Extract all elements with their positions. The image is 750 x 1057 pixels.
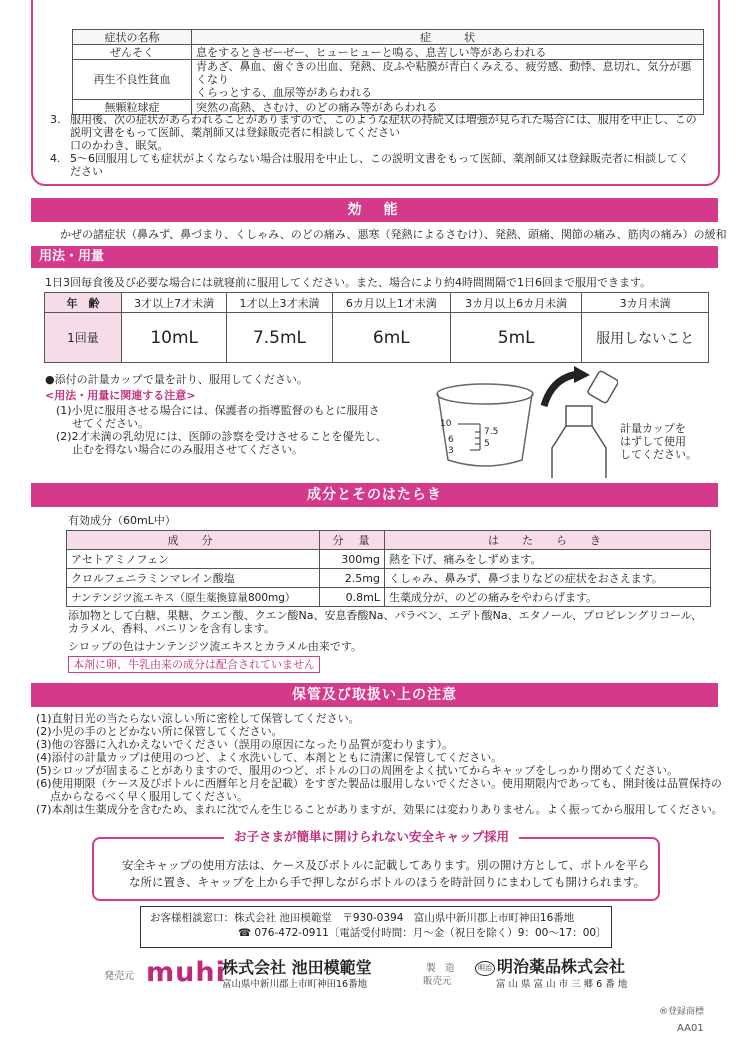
document-code: AA01	[677, 1023, 704, 1034]
note-3-line: 服用後、次の症状があらわれることがありますので、このような症状の持続又は増強が見られた場合には、服用を中止し、この	[70, 113, 697, 126]
cup-mark: 7.5	[484, 427, 499, 437]
age-cell: 3カ月未満	[582, 293, 709, 313]
caution-line: 止むを得ない場合にのみ服用させてください。	[72, 443, 303, 456]
dosage-heading: 用法・用量	[31, 246, 718, 268]
symptom-desc: 息をするときゼーゼー、ヒューヒューと鳴る、息苦しい等があらわれる	[192, 45, 704, 60]
efficacy-heading: 効 能	[31, 198, 718, 222]
ingredient-action: 熱を下げ、痛みをしずめます。	[385, 550, 711, 569]
cup-mark: 3	[448, 446, 454, 456]
storage-item: (3)他の容器に入れかえないでください（誤用の原因になったり品質が変わります）。	[36, 738, 454, 751]
distributor-address: 富 山 県 富 山 市 三 郷 6 番 地	[496, 979, 628, 990]
storage-item: (5)シロップが固まることがありますので、服用のつど、ボトルの口の周囲をよく拭いてからキャップをしっかり閉めてください。	[36, 764, 679, 777]
symptom-desc	[192, 60, 704, 100]
dose-cell: 7.5mL	[227, 313, 332, 363]
dosage-table	[44, 292, 709, 363]
symptom-name: ぜんそく	[73, 45, 192, 60]
symptom-desc-line: 青あざ、鼻血、歯ぐきの出血、発熱、皮ふや粘膜が青白くみえる、疲労感、動悸、息切れ、気分が悪くなり	[196, 60, 692, 86]
note-4-num: 4.	[50, 152, 61, 165]
cap-note-line: 計量カップを	[620, 422, 686, 435]
muhi-logo: muhi	[146, 957, 226, 988]
ingredients-table	[66, 530, 711, 607]
maker-company: 株式会社 池田模範堂	[222, 958, 372, 977]
maker-address: 富山県中新川郡上市町神田16番地	[222, 979, 368, 990]
cap-note-line: はずして使用	[620, 435, 686, 448]
note-3-line: 口のかわき、眠気。	[70, 139, 169, 152]
contact-line: ☎ 076-472-0911〔電話受付時間：月～金（祝日を除く）9：00～17：00〕	[238, 927, 607, 939]
age-cell: 3カ月以上6カ月未満	[451, 293, 582, 313]
caution-line: (1)小児に服用させる場合には、保護者の指導監督のもとに服用さ	[56, 404, 380, 417]
distributor-company: 明治薬品株式会社	[497, 957, 626, 976]
storage-item: (6)使用期限（ケース及びボトルに西暦年と月を記載）をすぎた製品は服用しないでください。使用期限内であっても、開封後は品質保持の	[36, 777, 722, 790]
note-3-num: 3.	[50, 113, 61, 126]
ingredient-amount: 2.5mg	[320, 569, 385, 588]
ingredient-amount: 0.8mL	[320, 588, 385, 607]
symptom-desc: 突然の高熱、さむけ、のどの痛み等があらわれる	[192, 100, 704, 115]
storage-heading: 保管及び取扱い上の注意	[31, 683, 718, 707]
bottle-cap-illustration	[538, 366, 618, 478]
safety-cap-line: な所に置き、キャップを上から手で押しながらボトルのほうを時計回りにまわしても開けられます。	[129, 875, 646, 889]
contact-line: お客様相談窓口：株式会社 池田模範堂 〒930-0394 富山県中新川郡上市町神田16番地	[150, 912, 575, 924]
allergy-note: 本剤に卵、牛乳由来の成分は配合されていません	[68, 656, 320, 673]
dose-cell: 6mL	[332, 313, 450, 363]
cup-mark: 5	[484, 439, 490, 449]
note-4-line: 5～6回服用しても症状がよくならない場合は服用を中止し、この説明文書をもって医師、薬剤師又は登録販売者に相談してく	[70, 152, 689, 165]
efficacy-text: かぜの諸症状（鼻みず、鼻づまり、くしゃみ、のどの痛み、悪寒（発熱によるさむけ）、発熱、頭痛、関節の痛み、筋肉の痛み）の緩和	[60, 228, 727, 241]
safety-cap-title: お子さまが簡単に開けられない安全キャップ採用	[224, 828, 519, 846]
meiji-logo-text: 明治	[478, 964, 492, 972]
age-label: 年 齢	[45, 293, 122, 313]
ingredients-heading: 成分とそのはたらき	[31, 483, 718, 507]
symptoms-table	[72, 29, 704, 115]
storage-item: (4)添付の計量カップは使用のつど、よく水洗いして、本剤とともに清潔に保管してください。	[36, 751, 503, 764]
storage-item: (2)小児の手のとどかない所に保管してください。	[36, 725, 283, 738]
ingredient-action: 生薬成分が、のどの痛みをやわらげます。	[385, 588, 711, 607]
safety-cap-line: 安全キャップの使用方法は、ケース及びボトルに記載してあります。別の開け方として、ボトルを平ら	[122, 858, 650, 872]
cup-note: ●添付の計量カップで量を計り、服用してください。	[45, 373, 308, 386]
caution-line: せてください。	[72, 417, 149, 430]
note-3-line: 説明文書をもって医師、薬剤師又は登録販売者に相談してください	[70, 126, 400, 139]
distributor-role-top: 製 造	[426, 963, 455, 974]
symptom-desc-line: くらっとする、血尿等があらわれる	[196, 86, 372, 99]
additives-line: カラメル、香料、バニリンを含有します。	[68, 622, 275, 635]
ingredients-header-name: 成 分	[67, 531, 320, 550]
ingredient-name: クロルフェニラミンマレイン酸塩	[67, 569, 320, 588]
ingredients-header-amount: 分 量	[320, 531, 385, 550]
symptom-name: 無顆粒球症	[73, 100, 192, 115]
dose-cell: 5mL	[451, 313, 582, 363]
trademark-note: ®登録商標	[659, 1007, 705, 1017]
ingredient-action: くしゃみ、鼻みず、鼻づまりなどの症状をおさえます。	[385, 569, 711, 588]
age-cell: 1才以上3才未満	[227, 293, 332, 313]
caution-title: <用法・用量に関連する注意>	[45, 389, 196, 402]
storage-item: 点からなるべく早く服用してください。	[50, 790, 248, 803]
storage-item: (1)直射日光の当たらない涼しい所に密栓して保管してください。	[36, 712, 360, 725]
additives-line: 添加物として白糖、果糖、クエン酸、クエン酸Na、安息香酸Na、パラベン、エデト酸Na、エタノール、プロピレングリコール、	[68, 609, 703, 622]
caution-line: (2)2才未満の乳幼児には、医師の診察を受けさせることを優先し、	[56, 430, 387, 443]
cup-mark: 6	[448, 435, 454, 445]
symptom-name: 再生不良性貧血	[73, 60, 192, 100]
distributor-role-bottom: 販売元	[423, 976, 452, 987]
ingredient-name: ナンテンジツ流エキス（原生薬換算量800mg）	[67, 588, 320, 607]
ingredient-name: アセトアミノフェン	[67, 550, 320, 569]
age-cell: 6カ月以上1才未満	[332, 293, 450, 313]
cap-note-line: してください。	[620, 448, 697, 461]
storage-item: (7)本剤は生薬成分を含むため、まれに沈でんを生じることがありますが、効果には変わりありません。よく振ってから服用してください。	[36, 803, 723, 816]
maker-role: 発売元	[104, 971, 134, 982]
symptoms-header-name: 症状の名称	[73, 30, 192, 45]
dosage-intro: 1日3回毎食後及び必要な場合には就寝前に服用してください。また、場合により約4時間間隔で1日6回まで服用できます。	[45, 276, 652, 289]
note-4-line: ださい	[70, 165, 103, 178]
syrup-color-note: シロップの色はナンテンジツ流エキスとカラメル由来です。	[68, 640, 362, 653]
symptoms-header-desc: 症 状	[192, 30, 704, 45]
ingredient-amount: 300mg	[320, 550, 385, 569]
ingredients-header-action: は た ら き	[385, 531, 711, 550]
meiji-logo	[475, 961, 495, 976]
dose-label: 1回量	[45, 313, 122, 363]
dose-cell: 服用しないこと	[582, 313, 709, 363]
age-cell: 3才以上7才未満	[122, 293, 227, 313]
cup-mark: 10	[440, 419, 452, 429]
ingredients-subtitle: 有効成分（60mL中）	[68, 514, 176, 527]
dose-cell: 10mL	[122, 313, 227, 363]
